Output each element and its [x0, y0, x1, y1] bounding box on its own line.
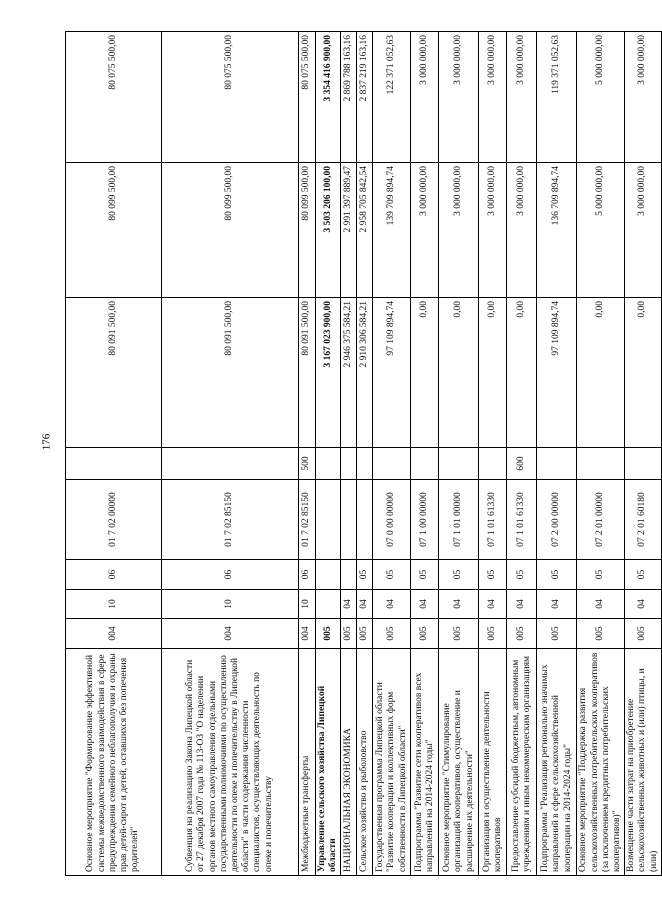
code-subsection: 05: [625, 560, 662, 590]
code-subsection: 05: [373, 560, 411, 590]
row-name: Основное мероприятие "Поддержка развития сельскохозяйственных потребительских кооперативов (за исключением кредитных потребительских кооперативов)": [577, 649, 625, 876]
amount-year-1: 0,00: [411, 298, 439, 448]
table-row: [625, 32, 662, 876]
code-expense-type: [411, 448, 439, 480]
code-section: 04: [507, 590, 537, 619]
amount-year-2: 2 991 397 889,47: [341, 163, 357, 298]
code-expense-type: [439, 448, 479, 480]
code-ministry: 005: [411, 619, 439, 649]
amount-year-3: 3 000 000,00: [625, 32, 662, 163]
amount-year-2: 136 709 894,74: [537, 163, 577, 298]
code-section: 04: [357, 590, 373, 619]
amount-year-2: 3 000 000,00: [479, 163, 507, 298]
code-target: 01 7 02 85150: [299, 480, 316, 560]
code-subsection: 06: [162, 560, 299, 590]
code-ministry: 005: [537, 619, 577, 649]
amount-year-2: 3 503 206 100,00: [316, 163, 341, 298]
code-target: [341, 480, 357, 560]
code-subsection: 05: [411, 560, 439, 590]
table-row: [341, 32, 357, 876]
row-name: Управление сельского хозяйства Липецкой области: [316, 649, 341, 876]
code-expense-type: [537, 448, 577, 480]
code-subsection: [341, 560, 357, 590]
code-section: 04: [439, 590, 479, 619]
row-name: Основное мероприятие "Формирование эффективной системы межведомственного взаимодействия в сфере предупреждения семейного неблагополучия и охраны прав детей-сирот и детей, оставшихся без попечения родителей": [66, 649, 162, 876]
code-section: 10: [66, 590, 162, 619]
code-subsection: 05: [577, 560, 625, 590]
amount-year-3: 119 371 052,63: [537, 32, 577, 163]
table-row: [439, 32, 479, 876]
code-expense-type: [625, 448, 662, 480]
row-name: Возмещение части затрат на приобретение сельскохозяйственных животных и (или) птицы, и (или): [625, 649, 662, 876]
amount-year-1: 80 091 500,00: [299, 298, 316, 448]
code-ministry: 005: [479, 619, 507, 649]
code-subsection: 05: [479, 560, 507, 590]
amount-year-3: 3 000 000,00: [439, 32, 479, 163]
amount-year-2: 3 000 000,00: [439, 163, 479, 298]
table-row: [299, 32, 316, 876]
code-ministry: 004: [66, 619, 162, 649]
amount-year-3: 80 075 500,00: [162, 32, 299, 163]
code-expense-type: 500: [299, 448, 316, 480]
amount-year-1: 97 109 894,74: [537, 298, 577, 448]
code-target: 07 1 01 00000: [439, 480, 479, 560]
row-name: Предоставление субсидий бюджетным, автономным учреждениям и иным некоммерческим организациям: [507, 649, 537, 876]
amount-year-2: 80 099 500,00: [162, 163, 299, 298]
code-target: 07 1 01 61330: [507, 480, 537, 560]
amount-year-1: 80 091 500,00: [66, 298, 162, 448]
code-target: 01 7 02 00000: [66, 480, 162, 560]
amount-year-3: 122 371 052,63: [373, 32, 411, 163]
amount-year-2: 80 099 500,00: [66, 163, 162, 298]
code-subsection: 05: [507, 560, 537, 590]
amount-year-3: 5 000 000,00: [577, 32, 625, 163]
code-section: 04: [411, 590, 439, 619]
table-row: [479, 32, 507, 876]
code-ministry: 004: [162, 619, 299, 649]
code-expense-type: [373, 448, 411, 480]
table-row: [316, 32, 341, 876]
amount-year-3: 80 075 500,00: [299, 32, 316, 163]
amount-year-3: 3 354 416 900,00: [316, 32, 341, 163]
amount-year-1: 97 109 894,74: [373, 298, 411, 448]
code-expense-type: 600: [507, 448, 537, 480]
page-number: [36, 432, 56, 452]
code-section: 04: [577, 590, 625, 619]
code-ministry: 005: [507, 619, 537, 649]
code-target: 01 7 02 85150: [162, 480, 299, 560]
code-section: 04: [373, 590, 411, 619]
code-expense-type: [66, 448, 162, 480]
row-name: Подпрограмма "Реализация регионально значимых направлений в сфере сельскохозяйственной кооперации на 2014-2024 годы": [537, 649, 577, 876]
code-target: [316, 480, 341, 560]
code-expense-type: [341, 448, 357, 480]
code-ministry: 005: [625, 619, 662, 649]
code-subsection: 06: [66, 560, 162, 590]
code-section: 04: [341, 590, 357, 619]
amount-year-2: 3 000 000,00: [507, 163, 537, 298]
amount-year-1: 3 167 023 900,00: [316, 298, 341, 448]
code-subsection: 05: [439, 560, 479, 590]
amount-year-1: 80 091 500,00: [162, 298, 299, 448]
code-expense-type: [577, 448, 625, 480]
code-target: [357, 480, 373, 560]
amount-year-1: 0,00: [479, 298, 507, 448]
amount-year-2: 2 958 705 842,54: [357, 163, 373, 298]
code-ministry: 005: [577, 619, 625, 649]
code-target: 07 1 01 61330: [479, 480, 507, 560]
code-section: 10: [299, 590, 316, 619]
row-name: Организация и осуществление деятельности кооперативов: [479, 649, 507, 876]
amount-year-3: 2 837 219 163,16: [357, 32, 373, 163]
amount-year-1: 0,00: [577, 298, 625, 448]
amount-year-3: 3 000 000,00: [411, 32, 439, 163]
table-row: [411, 32, 439, 876]
code-section: [316, 590, 341, 619]
table-row: [66, 32, 162, 876]
amount-year-3: 80 075 500,00: [66, 32, 162, 163]
code-ministry: 004: [299, 619, 316, 649]
amount-year-1: 2 946 375 584,21: [341, 298, 357, 448]
code-expense-type: [479, 448, 507, 480]
amount-year-2: 139 709 894,74: [373, 163, 411, 298]
row-name: НАЦИОНАЛЬНАЯ ЭКОНОМИКА: [341, 649, 357, 876]
code-expense-type: [316, 448, 341, 480]
code-expense-type: [357, 448, 373, 480]
code-ministry: 005: [373, 619, 411, 649]
row-name: Основное мероприятие "Стимулирование организаций кооперативов, осуществление и расширение их деятельности": [439, 649, 479, 876]
page-number-text: 176: [40, 433, 52, 451]
table-row: [373, 32, 411, 876]
code-section: 04: [479, 590, 507, 619]
code-ministry: 005: [316, 619, 341, 649]
code-ministry: 005: [341, 619, 357, 649]
amount-year-3: 3 000 000,00: [479, 32, 507, 163]
code-expense-type: [162, 448, 299, 480]
code-subsection: 05: [357, 560, 373, 590]
code-ministry: 005: [439, 619, 479, 649]
budget-table: [65, 31, 662, 876]
code-ministry: 005: [357, 619, 373, 649]
amount-year-1: 0,00: [625, 298, 662, 448]
row-name: Субвенция на реализацию Закона Липецкой области от 27 декабря 2007 года № 113-ОЗ "О наделении органов местного самоуправления отдельными государственными полномочиями по осуществлению деятельности по опеке и попечительству в Липецкой области" в части содержания численности специалистов, осуществляющих деятельность по опеке и попечительству: [162, 649, 299, 876]
amount-year-2: 3 000 000,00: [625, 163, 662, 298]
code-section: 10: [162, 590, 299, 619]
code-subsection: [316, 560, 341, 590]
code-target: 07 2 01 60180: [625, 480, 662, 560]
table-row: [357, 32, 373, 876]
code-target: 07 2 00 00000: [537, 480, 577, 560]
code-section: 04: [537, 590, 577, 619]
amount-year-1: 0,00: [507, 298, 537, 448]
code-target: 07 2 01 00000: [577, 480, 625, 560]
amount-year-1: 2 910 306 584,21: [357, 298, 373, 448]
code-subsection: 05: [537, 560, 577, 590]
row-name: Межбюджетные трансферты: [299, 649, 316, 876]
rotated-table-container: [65, 32, 659, 876]
code-target: 07 0 00 00000: [373, 480, 411, 560]
amount-year-2: 5 000 000,00: [577, 163, 625, 298]
code-subsection: 06: [299, 560, 316, 590]
table-row: [577, 32, 625, 876]
row-name: Государственная программа Липецкой области "Развитие кооперации и коллективных форм собственности в Липецкой области": [373, 649, 411, 876]
code-section: 04: [625, 590, 662, 619]
amount-year-3: 3 000 000,00: [507, 32, 537, 163]
table-row: [507, 32, 537, 876]
code-target: 07 1 00 00000: [411, 480, 439, 560]
table-row: [537, 32, 577, 876]
amount-year-2: 3 000 000,00: [411, 163, 439, 298]
table-row: [162, 32, 299, 876]
amount-year-3: 2 869 788 163,16: [341, 32, 357, 163]
row-name: Подпрограмма "Развитие сети кооперативов всех направлений на 2014-2024 годы": [411, 649, 439, 876]
row-name: Сельское хозяйство и рыболовство: [357, 649, 373, 876]
amount-year-2: 80 099 500,00: [299, 163, 316, 298]
amount-year-1: 0,00: [439, 298, 479, 448]
